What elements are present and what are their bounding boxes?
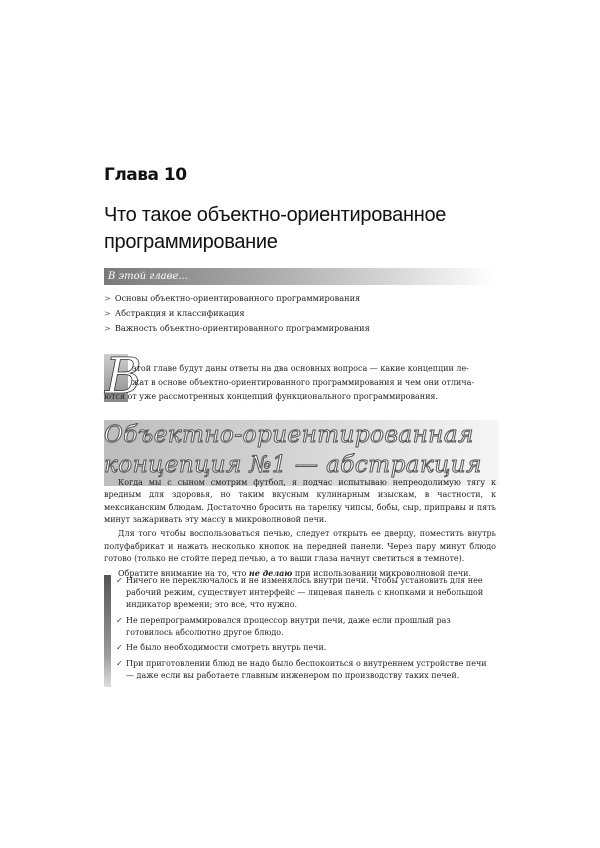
list-item: > Важность объектно-ориентированного программирования bbox=[104, 323, 370, 333]
intro-paragraph bbox=[104, 362, 496, 404]
in-this-chapter-label: В этой главе... bbox=[108, 271, 188, 282]
body-paragraph-3: Обратите внимание на то, что не делаю при использовании микроволновой печи. bbox=[118, 568, 472, 579]
checkmark-icon: ✓ bbox=[116, 643, 123, 652]
arrow-marker-icon: > bbox=[104, 293, 111, 303]
arrow-marker-icon: > bbox=[104, 308, 111, 318]
chapter-label: Глава 10 bbox=[104, 165, 187, 185]
section-heading-line-1: Объектно-ориентированная bbox=[104, 422, 474, 448]
arrow-marker-icon: > bbox=[104, 323, 111, 333]
chapter-topics-list bbox=[104, 291, 494, 336]
body-text bbox=[104, 477, 496, 582]
in-this-chapter-header bbox=[104, 268, 494, 285]
list-item: ✓ Не было необходимости смотреть внутрь печи. bbox=[116, 643, 327, 652]
list-sidebar-bar bbox=[104, 575, 111, 687]
emphasis-text: не делаю bbox=[248, 568, 293, 579]
checkmark-icon: ✓ bbox=[116, 658, 123, 668]
section-heading-line-2: концепция №1 — абстракция bbox=[104, 452, 482, 478]
checkmark-icon: ✓ bbox=[116, 615, 123, 625]
chapter-title: Что такое объектно-ориентированное программирование bbox=[104, 204, 447, 253]
drop-cap-letter: В bbox=[105, 347, 142, 405]
intro-line-3: ются от уже рассмотренных концепций функционального программирования. bbox=[104, 392, 438, 401]
body-paragraph-2: Для того чтобы воспользоваться печью, следует открыть ее дверцу, поместить внутрь полуфабрикат и нажать несколько кнопок на передней панели. Через пару минут блюдо готово (только не стойте перед печью, а то ваши глаза начнут светиться в темноте). bbox=[104, 529, 496, 564]
list-item: > Основы объектно-ориентированного программирования bbox=[104, 293, 361, 303]
list-item: ✓ Ничего не переключалось и не изменялось внутри печи. Чтобы установить для нее рабочий режим, существует интерфейс — лицевая панель с кнопками и небольшой индикатор времени; это все, что нужно. bbox=[116, 576, 484, 609]
intro-line-1: этой главе будут даны ответы на два основных вопроса — какие концепции ле- bbox=[132, 364, 469, 373]
intro-line-2: жат в основе объектно-ориентированного программирования и чем они отлича- bbox=[132, 378, 475, 387]
checkmark-icon: ✓ bbox=[116, 576, 123, 585]
checklist bbox=[116, 575, 496, 685]
list-item: ✓ При приготовлении блюд не надо было беспокоиться о внутреннем устройстве печи — даже если вы работаете главным инженером по производству таких печей. bbox=[116, 658, 487, 680]
body-paragraph-1: Когда мы с сыном смотрим футбол, я подчас испытываю непреодолимую тягу к вредным для здоровья, но таким вкусным кулинарным изыскам, в частности, к мексиканским блюдам. Достаточно бросить на тарелку чипсы, бобы, сыр, приправы и пять минут зажаривать эту массу в микроволновой печи. bbox=[104, 478, 496, 525]
list-item: > Абстракция и классификация bbox=[104, 308, 245, 318]
list-item: ✓ Не перепрограммировался процессор внутри печи, даже если прошлый раз готовилось абсолютно другое блюдо. bbox=[116, 615, 451, 637]
